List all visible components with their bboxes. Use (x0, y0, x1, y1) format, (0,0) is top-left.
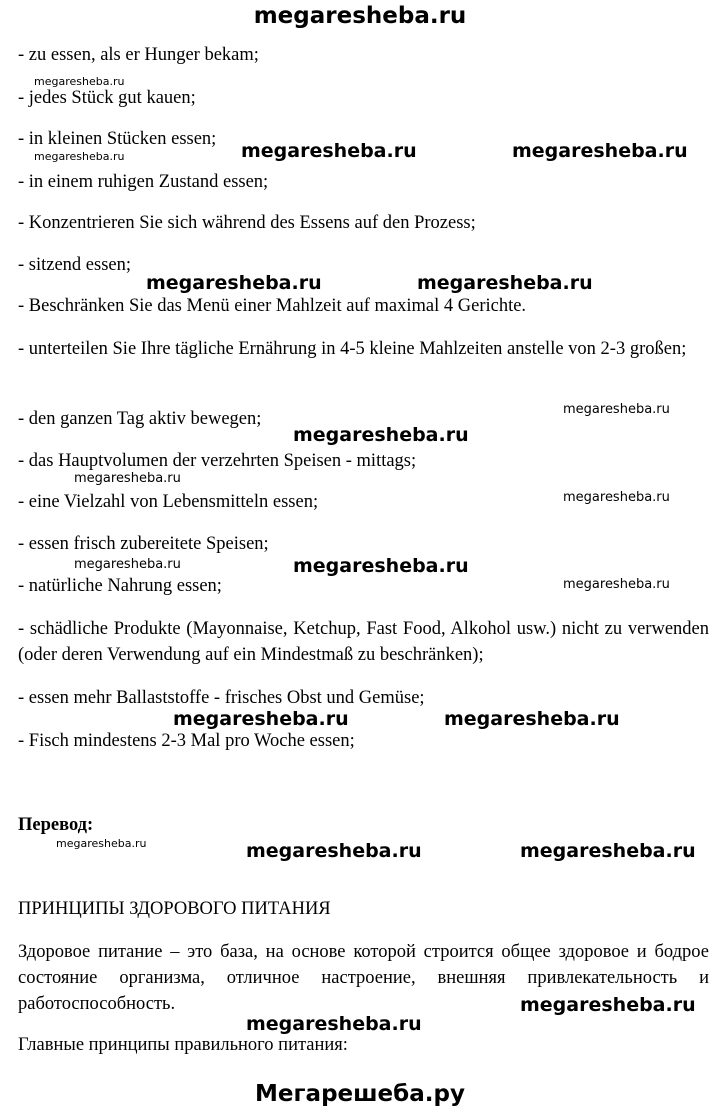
translation-last-line: Главные принципы правильного питания: (18, 1035, 348, 1055)
watermark-text: megaresheba.ru (520, 840, 696, 862)
watermark-text: megaresheba.ru (241, 140, 417, 162)
list-item: - eine Vielzahl von Lebensmitteln essen; (18, 492, 319, 512)
list-item: - sitzend essen; (18, 255, 132, 275)
watermark-text: megaresheba.ru (417, 272, 593, 294)
list-item: - essen mehr Ballaststoffe - frisches Obst und Gemüse; (18, 688, 425, 708)
watermark-text: megaresheba.ru (520, 994, 696, 1016)
list-item: - Konzentrieren Sie sich während des Essens auf den Prozess; (18, 213, 476, 233)
watermark-text: megaresheba.ru (246, 840, 422, 862)
watermark-text: megaresheba.ru (563, 577, 670, 592)
watermark-text: megaresheba.ru (512, 140, 688, 162)
watermark-text: megaresheba.ru (293, 555, 469, 577)
list-item: - Beschränken Sie das Menü einer Mahlzeit auf maximal 4 Gerichte. (18, 296, 527, 316)
watermark-text: megaresheba.ru (563, 490, 670, 505)
watermark-text: megaresheba.ru (74, 471, 181, 486)
site-header-title: megaresheba.ru (253, 3, 467, 29)
list-item: - das Hauptvolumen der verzehrten Speisen - mittags; (18, 451, 417, 471)
watermark-text: megaresheba.ru (74, 557, 181, 572)
watermark-text: megaresheba.ru (246, 1013, 422, 1035)
translation-heading: ПРИНЦИПЫ ЗДОРОВОГО ПИТАНИЯ (18, 899, 331, 919)
watermark-text: megaresheba.ru (146, 272, 322, 294)
site-footer-title: Мегарешеба.ру (255, 1081, 465, 1107)
list-item: - Fisch mindestens 2-3 Mal pro Woche essen; (18, 731, 355, 751)
list-item: - unterteilen Sie Ihre tägliche Ernährung in 4-5 kleine Mahlzeiten anstelle von 2-3 großen; (18, 339, 687, 359)
list-item: - in kleinen Stücken essen; (18, 129, 217, 149)
watermark-text: megaresheba.ru (34, 75, 125, 88)
watermark-text: megaresheba.ru (56, 837, 147, 850)
list-item: - zu essen, als er Hunger bekam; (18, 45, 259, 65)
translation-paragraph: Здоровое питание – это база, на основе которой строится общее здоровое и бодрое состояние организма, отличное настроение, внешняя привлекательность и работоспособность. (18, 942, 709, 1014)
watermark-text: megaresheba.ru (293, 424, 469, 446)
list-item: - jedes Stück gut kauen; (18, 88, 196, 108)
list-item: - essen frisch zubereitete Speisen; (18, 534, 269, 554)
watermark-text: megaresheba.ru (444, 708, 620, 730)
watermark-text: megaresheba.ru (563, 402, 670, 417)
list-item: - natürliche Nahrung essen; (18, 576, 222, 596)
list-item: - schädliche Produkte (Mayonnaise, Ketchup, Fast Food, Alkohol usw.) nicht zu verwenden (oder deren Verwendung auf ein Mindestmaß zu beschränken); (18, 619, 709, 665)
watermark-text: megaresheba.ru (34, 150, 125, 163)
list-item: - den ganzen Tag aktiv bewegen; (18, 409, 262, 429)
watermark-text: megaresheba.ru (173, 708, 349, 730)
list-item: - in einem ruhigen Zustand essen; (18, 172, 269, 192)
translation-label: Перевод: (18, 815, 94, 835)
